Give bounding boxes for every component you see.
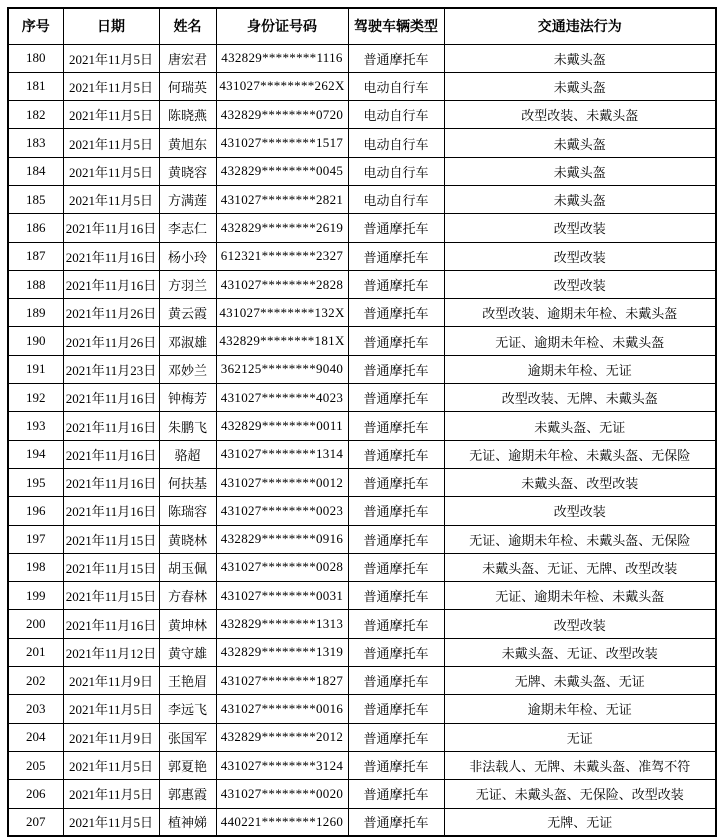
cell-name: 邓淑雄 — [159, 327, 216, 355]
cell-id-number: 612321********2327 — [216, 242, 348, 270]
cell-violations: 非法载人、无牌、未戴头盔、准驾不符 — [444, 751, 716, 779]
cell-name: 方满莲 — [159, 185, 216, 213]
cell-vehicle-type: 普通摩托车 — [348, 667, 444, 695]
cell-violations: 无证 — [444, 723, 716, 751]
cell-vehicle-type: 普通摩托车 — [348, 582, 444, 610]
cell-violations: 未戴头盔 — [444, 44, 716, 72]
cell-id-number: 432829********2619 — [216, 214, 348, 242]
cell-vehicle-type: 普通摩托车 — [348, 638, 444, 666]
cell-date: 2021年11月15日 — [63, 582, 159, 610]
table-row — [8, 525, 716, 553]
cell-serial-number: 195 — [8, 468, 63, 496]
header-row — [8, 8, 716, 44]
cell-id-number: 431027********262X — [216, 72, 348, 100]
cell-violations: 改型改装 — [444, 610, 716, 638]
cell-id-number: 432829********0011 — [216, 412, 348, 440]
cell-id-number: 432829********0916 — [216, 525, 348, 553]
cell-violations: 改型改装、无牌、未戴头盔 — [444, 384, 716, 412]
cell-serial-number: 186 — [8, 214, 63, 242]
cell-id-number: 431027********0020 — [216, 780, 348, 808]
cell-vehicle-type: 普通摩托车 — [348, 723, 444, 751]
cell-id-number: 431027********3124 — [216, 751, 348, 779]
cell-serial-number: 199 — [8, 582, 63, 610]
cell-name: 黄晓林 — [159, 525, 216, 553]
cell-vehicle-type: 电动自行车 — [348, 101, 444, 129]
cell-violations: 未戴头盔、无证、改型改装 — [444, 638, 716, 666]
cell-serial-number: 196 — [8, 497, 63, 525]
cell-name: 黄旭东 — [159, 129, 216, 157]
cell-vehicle-type: 普通摩托车 — [348, 242, 444, 270]
table-row — [8, 667, 716, 695]
cell-serial-number: 188 — [8, 270, 63, 298]
cell-name: 朱鹏飞 — [159, 412, 216, 440]
cell-id-number: 431027********4023 — [216, 384, 348, 412]
table-row — [8, 157, 716, 185]
cell-vehicle-type: 电动自行车 — [348, 72, 444, 100]
cell-vehicle-type: 电动自行车 — [348, 157, 444, 185]
traffic-violation-table — [7, 7, 717, 837]
cell-date: 2021年11月5日 — [63, 780, 159, 808]
column-header-serial-number: 序号 — [8, 8, 63, 44]
cell-violations: 逾期未年检、无证 — [444, 695, 716, 723]
cell-date: 2021年11月5日 — [63, 808, 159, 836]
cell-id-number: 431027********2828 — [216, 270, 348, 298]
cell-date: 2021年11月16日 — [63, 270, 159, 298]
cell-serial-number: 190 — [8, 327, 63, 355]
cell-date: 2021年11月16日 — [63, 412, 159, 440]
cell-violations: 改型改装、逾期未年检、未戴头盔 — [444, 299, 716, 327]
cell-date: 2021年11月16日 — [63, 468, 159, 496]
cell-vehicle-type: 普通摩托车 — [348, 525, 444, 553]
cell-id-number: 432829********2012 — [216, 723, 348, 751]
cell-serial-number: 187 — [8, 242, 63, 270]
cell-violations: 无证、未戴头盔、无保险、改型改装 — [444, 780, 716, 808]
cell-violations: 无牌、无证 — [444, 808, 716, 836]
cell-vehicle-type: 电动自行车 — [348, 185, 444, 213]
cell-violations: 改型改装 — [444, 242, 716, 270]
cell-date: 2021年11月5日 — [63, 751, 159, 779]
cell-name: 钟梅芳 — [159, 384, 216, 412]
cell-serial-number: 181 — [8, 72, 63, 100]
cell-vehicle-type: 普通摩托车 — [348, 384, 444, 412]
cell-id-number: 362125********9040 — [216, 355, 348, 383]
cell-serial-number: 192 — [8, 384, 63, 412]
cell-serial-number: 202 — [8, 667, 63, 695]
column-header-name: 姓名 — [159, 8, 216, 44]
cell-vehicle-type: 普通摩托车 — [348, 751, 444, 779]
cell-name: 邓妙兰 — [159, 355, 216, 383]
table-row — [8, 695, 716, 723]
table-row — [8, 384, 716, 412]
cell-serial-number: 198 — [8, 553, 63, 581]
cell-name: 何扶基 — [159, 468, 216, 496]
table-row — [8, 214, 716, 242]
column-header-vehicle-type: 驾驶车辆类型 — [348, 8, 444, 44]
table-row — [8, 101, 716, 129]
cell-id-number: 432829********0720 — [216, 101, 348, 129]
cell-vehicle-type: 电动自行车 — [348, 129, 444, 157]
table-row — [8, 242, 716, 270]
cell-violations: 无牌、未戴头盔、无证 — [444, 667, 716, 695]
table-row — [8, 582, 716, 610]
cell-violations: 无证、逾期未年检、未戴头盔 — [444, 582, 716, 610]
cell-serial-number: 206 — [8, 780, 63, 808]
cell-name: 郭夏艳 — [159, 751, 216, 779]
cell-id-number: 432829********1116 — [216, 44, 348, 72]
cell-serial-number: 191 — [8, 355, 63, 383]
cell-date: 2021年11月5日 — [63, 44, 159, 72]
cell-vehicle-type: 普通摩托车 — [348, 44, 444, 72]
cell-vehicle-type: 普通摩托车 — [348, 355, 444, 383]
column-header-id-number: 身份证号码 — [216, 8, 348, 44]
table-row — [8, 185, 716, 213]
cell-vehicle-type: 普通摩托车 — [348, 214, 444, 242]
table-row — [8, 355, 716, 383]
cell-vehicle-type: 普通摩托车 — [348, 808, 444, 836]
cell-vehicle-type: 普通摩托车 — [348, 780, 444, 808]
cell-vehicle-type: 普通摩托车 — [348, 440, 444, 468]
table-row — [8, 553, 716, 581]
cell-id-number: 431027********0031 — [216, 582, 348, 610]
cell-serial-number: 180 — [8, 44, 63, 72]
cell-violations: 未戴头盔 — [444, 129, 716, 157]
cell-name: 陈晓燕 — [159, 101, 216, 129]
cell-name: 黄云霞 — [159, 299, 216, 327]
table-row — [8, 638, 716, 666]
cell-id-number: 431027********0016 — [216, 695, 348, 723]
cell-violations: 改型改装 — [444, 497, 716, 525]
table-row — [8, 270, 716, 298]
cell-serial-number: 204 — [8, 723, 63, 751]
cell-date: 2021年11月16日 — [63, 497, 159, 525]
cell-name: 黄守雄 — [159, 638, 216, 666]
table-body — [8, 44, 716, 836]
table-row — [8, 440, 716, 468]
cell-vehicle-type: 普通摩托车 — [348, 553, 444, 581]
cell-name: 李志仁 — [159, 214, 216, 242]
table-row — [8, 299, 716, 327]
cell-name: 郭惠霞 — [159, 780, 216, 808]
cell-id-number: 432829********0045 — [216, 157, 348, 185]
cell-date: 2021年11月5日 — [63, 72, 159, 100]
cell-name: 黄晓容 — [159, 157, 216, 185]
cell-vehicle-type: 普通摩托车 — [348, 610, 444, 638]
cell-violations: 未戴头盔、无证 — [444, 412, 716, 440]
cell-id-number: 431027********1517 — [216, 129, 348, 157]
cell-id-number: 431027********2821 — [216, 185, 348, 213]
cell-id-number: 440221********1260 — [216, 808, 348, 836]
table-header — [8, 8, 716, 44]
cell-date: 2021年11月16日 — [63, 242, 159, 270]
cell-name: 骆超 — [159, 440, 216, 468]
cell-date: 2021年11月16日 — [63, 440, 159, 468]
cell-name: 方春林 — [159, 582, 216, 610]
cell-date: 2021年11月5日 — [63, 185, 159, 213]
table-row — [8, 44, 716, 72]
column-header-violations: 交通违法行为 — [444, 8, 716, 44]
table-row — [8, 723, 716, 751]
cell-name: 陈瑞容 — [159, 497, 216, 525]
cell-name: 植神娣 — [159, 808, 216, 836]
cell-violations: 未戴头盔 — [444, 185, 716, 213]
cell-serial-number: 207 — [8, 808, 63, 836]
cell-name: 杨小玲 — [159, 242, 216, 270]
cell-id-number: 431027********1827 — [216, 667, 348, 695]
cell-serial-number: 193 — [8, 412, 63, 440]
table-row — [8, 497, 716, 525]
cell-serial-number: 194 — [8, 440, 63, 468]
cell-date: 2021年11月23日 — [63, 355, 159, 383]
cell-serial-number: 185 — [8, 185, 63, 213]
cell-id-number: 431027********132X — [216, 299, 348, 327]
cell-id-number: 431027********0012 — [216, 468, 348, 496]
table-row — [8, 751, 716, 779]
cell-date: 2021年11月15日 — [63, 525, 159, 553]
cell-name: 王艳眉 — [159, 667, 216, 695]
cell-id-number: 431027********0028 — [216, 553, 348, 581]
table-row — [8, 808, 716, 836]
cell-vehicle-type: 普通摩托车 — [348, 497, 444, 525]
cell-date: 2021年11月16日 — [63, 214, 159, 242]
cell-name: 方羽兰 — [159, 270, 216, 298]
cell-date: 2021年11月5日 — [63, 157, 159, 185]
cell-id-number: 432829********1319 — [216, 638, 348, 666]
table-row — [8, 780, 716, 808]
table-row — [8, 72, 716, 100]
table-row — [8, 412, 716, 440]
cell-id-number: 431027********1314 — [216, 440, 348, 468]
cell-violations: 改型改装 — [444, 214, 716, 242]
cell-name: 何瑞英 — [159, 72, 216, 100]
cell-name: 李远飞 — [159, 695, 216, 723]
cell-violations: 未戴头盔、无证、无牌、改型改装 — [444, 553, 716, 581]
cell-name: 唐宏君 — [159, 44, 216, 72]
cell-violations: 无证、逾期未年检、未戴头盔、无保险 — [444, 440, 716, 468]
cell-date: 2021年11月16日 — [63, 610, 159, 638]
table-row — [8, 327, 716, 355]
cell-serial-number: 184 — [8, 157, 63, 185]
cell-serial-number: 205 — [8, 751, 63, 779]
table-row — [8, 129, 716, 157]
cell-vehicle-type: 普通摩托车 — [348, 270, 444, 298]
cell-vehicle-type: 普通摩托车 — [348, 468, 444, 496]
cell-serial-number: 183 — [8, 129, 63, 157]
cell-date: 2021年11月15日 — [63, 553, 159, 581]
cell-date: 2021年11月9日 — [63, 723, 159, 751]
cell-date: 2021年11月5日 — [63, 695, 159, 723]
cell-vehicle-type: 普通摩托车 — [348, 327, 444, 355]
cell-vehicle-type: 普通摩托车 — [348, 695, 444, 723]
cell-vehicle-type: 普通摩托车 — [348, 299, 444, 327]
cell-violations: 改型改装 — [444, 270, 716, 298]
cell-id-number: 431027********0023 — [216, 497, 348, 525]
cell-date: 2021年11月5日 — [63, 101, 159, 129]
cell-violations: 未戴头盔 — [444, 157, 716, 185]
cell-serial-number: 200 — [8, 610, 63, 638]
cell-id-number: 432829********181X — [216, 327, 348, 355]
table-row — [8, 468, 716, 496]
cell-name: 黄坤林 — [159, 610, 216, 638]
cell-violations: 逾期未年检、无证 — [444, 355, 716, 383]
cell-name: 胡玉佩 — [159, 553, 216, 581]
cell-date: 2021年11月9日 — [63, 667, 159, 695]
cell-date: 2021年11月16日 — [63, 384, 159, 412]
cell-violations: 未戴头盔 — [444, 72, 716, 100]
cell-date: 2021年11月12日 — [63, 638, 159, 666]
cell-violations: 无证、逾期未年检、未戴头盔 — [444, 327, 716, 355]
cell-serial-number: 189 — [8, 299, 63, 327]
cell-violations: 无证、逾期未年检、未戴头盔、无保险 — [444, 525, 716, 553]
cell-serial-number: 182 — [8, 101, 63, 129]
cell-name: 张国军 — [159, 723, 216, 751]
cell-id-number: 432829********1313 — [216, 610, 348, 638]
cell-serial-number: 197 — [8, 525, 63, 553]
cell-violations: 改型改装、未戴头盔 — [444, 101, 716, 129]
cell-vehicle-type: 普通摩托车 — [348, 412, 444, 440]
cell-serial-number: 203 — [8, 695, 63, 723]
cell-date: 2021年11月5日 — [63, 129, 159, 157]
column-header-date: 日期 — [63, 8, 159, 44]
cell-violations: 未戴头盔、改型改装 — [444, 468, 716, 496]
cell-date: 2021年11月26日 — [63, 299, 159, 327]
cell-date: 2021年11月26日 — [63, 327, 159, 355]
table-row — [8, 610, 716, 638]
cell-serial-number: 201 — [8, 638, 63, 666]
